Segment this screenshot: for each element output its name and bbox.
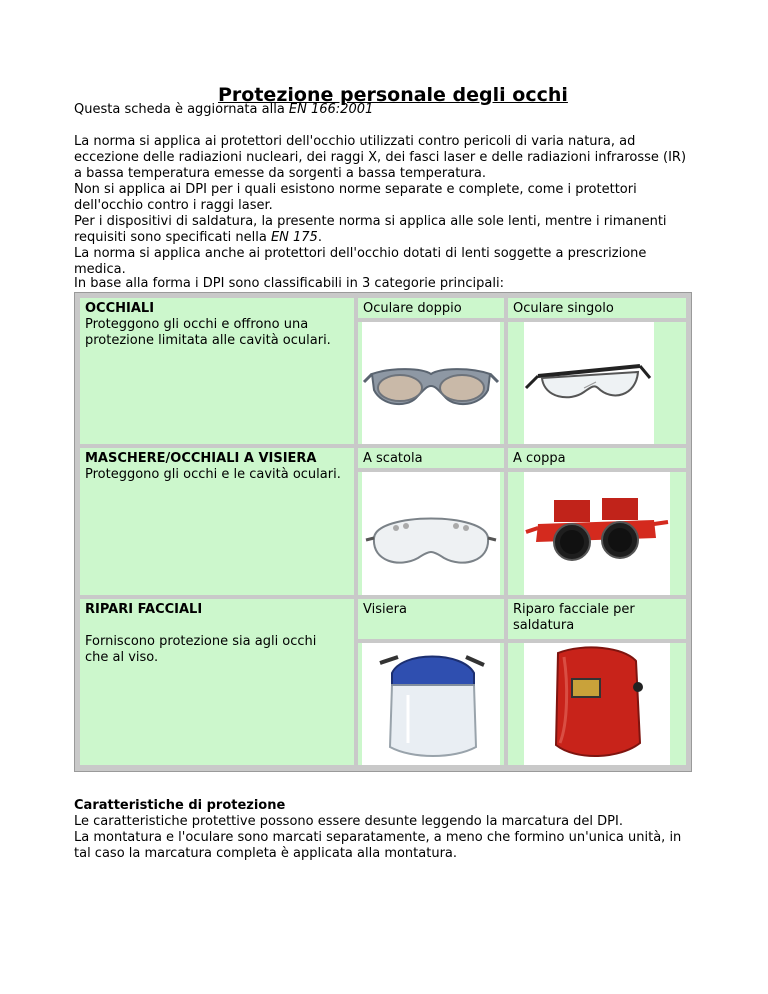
cell-visiera-image (358, 643, 504, 765)
a-coppa-image (524, 472, 670, 595)
desc-occhiali-l1: Proteggono gli occhi e offrono una (85, 317, 309, 332)
category-maschere: MASCHERE/OCCHIALI A VISIERA (85, 451, 317, 466)
page-title: Protezione personale degli occhi (218, 84, 568, 106)
cell-oculare-singolo-image (508, 322, 686, 444)
riparo-l2: saldatura (513, 618, 575, 633)
intro-line-7-norm: EN 175 (270, 230, 318, 245)
desc-ripari-l1: Forniscono protezione sia agli occhi (85, 634, 317, 649)
oculare-doppio-image (362, 322, 500, 444)
goggles-double-icon (362, 322, 500, 444)
category-occhiali: OCCHIALI (85, 301, 155, 316)
cell-a-coppa-image (508, 472, 686, 595)
cell-riparo-saldatura-image (508, 643, 686, 765)
desc-ripari-l2: che al viso. (85, 650, 159, 665)
header-oculare-doppio: Oculare doppio (358, 298, 504, 318)
a-scatola-image (362, 472, 500, 595)
row-occhiali-category-cell (80, 298, 354, 444)
category-ripari: RIPARI FACCIALI (85, 602, 203, 617)
cup-goggles-icon (524, 472, 670, 595)
row-maschere-category-cell (80, 448, 354, 595)
desc-maschere-l1: Proteggono gli occhi e le cavità oculari. (85, 467, 341, 482)
cell-oculare-doppio-image (358, 322, 504, 444)
classification-intro: In base alla forma i DPI sono classificabili in 3 categorie principali: (74, 276, 504, 291)
intro-line-3: a bassa temperatura emesse da sorgenti a bassa temperatura. (74, 166, 486, 181)
section-line-2: La montatura e l'oculare sono marcati separatamente, a meno che formino un'unica unità, in (74, 830, 682, 845)
intro-line-4: Non si applica ai DPI per i quali esistono norme separate e complete, come i protettori (74, 182, 637, 197)
updated-norm: EN 166:2001 (288, 102, 374, 117)
intro-line-1: La norma si applica ai protettori dell'occhio utilizzati contro pericoli di varia natura, ad (74, 134, 636, 149)
intro-line-7-suffix: . (317, 230, 322, 245)
section-title: Caratteristiche di protezione (74, 798, 286, 813)
dpi-table (74, 292, 692, 772)
header-oculare-singolo: Oculare singolo (508, 298, 686, 318)
intro-line-9: medica. (74, 262, 126, 277)
section-line-1: Le caratteristiche protettive possono essere desunte leggendo la marcatura del DPI. (74, 814, 623, 829)
cell-a-scatola-image (358, 472, 504, 595)
header-riparo-saldatura (508, 599, 686, 639)
oculare-singolo-image (524, 322, 654, 444)
visiera-image (362, 643, 500, 765)
header-visiera: Visiera (358, 599, 504, 639)
safety-glasses-icon (524, 322, 654, 444)
box-goggles-icon (362, 472, 500, 595)
intro-line-8: La norma si applica anche ai protettori dell'occhio dotati di lenti soggette a prescrizione (74, 246, 647, 261)
section-line-3: tal caso la marcatura completa è applicata alla montatura. (74, 846, 458, 861)
riparo-saldatura-image (524, 643, 670, 765)
desc-occhiali-l2: protezione limitata alle cavità oculari. (85, 333, 331, 348)
header-a-scatola: A scatola (358, 448, 504, 468)
intro-line-6: Per i dispositivi di saldatura, la presente norma si applica alle sole lenti, mentre i rimanenti (74, 214, 667, 229)
updated-prefix: Questa scheda è aggiornata alla (74, 102, 289, 117)
face-shield-icon (362, 643, 500, 765)
intro-line-2: eccezione delle radiazioni nucleari, dei raggi X, dei fasci laser e delle radiazioni infrarosse (IR) (74, 150, 687, 165)
welding-mask-icon (524, 643, 670, 765)
intro-line-7 (74, 230, 322, 246)
intro-line-7-prefix: requisiti sono specificati nella (74, 230, 271, 245)
riparo-l1: Riparo facciale per (513, 602, 635, 617)
row-ripari-category-cell (80, 599, 354, 765)
header-a-coppa: A coppa (508, 448, 686, 468)
updated-note (74, 102, 373, 118)
intro-line-5: dell'occhio contro i raggi laser. (74, 198, 273, 213)
